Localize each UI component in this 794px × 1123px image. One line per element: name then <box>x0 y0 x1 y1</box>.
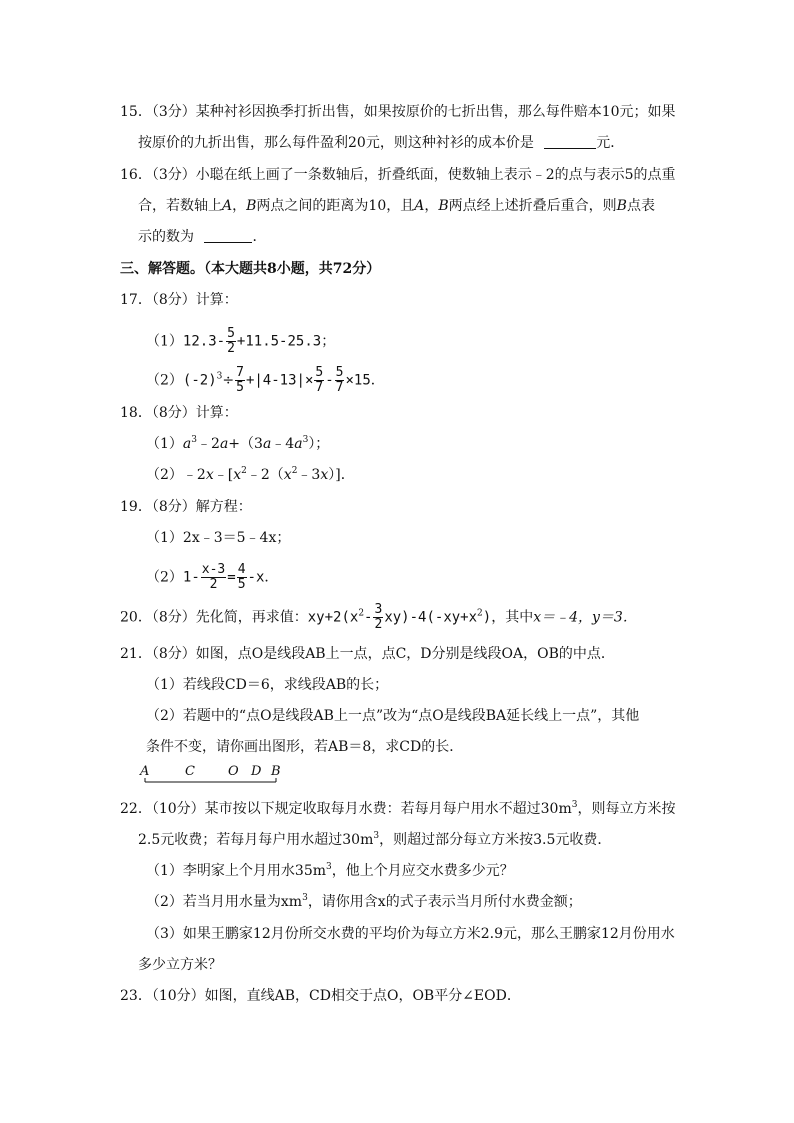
comma: ， <box>232 198 247 214</box>
q18-title: 18．（8分）计算： <box>120 405 238 421</box>
q20 <box>120 603 637 632</box>
point-label-c: C <box>185 764 195 779</box>
expr: ) <box>482 609 492 626</box>
point-label-b: B <box>271 764 281 779</box>
part-label: （1） <box>146 436 183 452</box>
part-label: （1） <box>146 333 183 350</box>
expr: xy)-4(-xy+x <box>384 609 478 626</box>
q22-line1 <box>120 799 675 819</box>
fraction <box>237 563 247 592</box>
var: x <box>233 467 242 483</box>
q22-text: 22．（10分）某市按以下规定收取每月水费：若每月每户用水不超过30m <box>120 801 572 817</box>
q22-text: 2.5元收费；若每月每户用水超过30m <box>138 832 374 848</box>
comma: ， <box>424 198 439 214</box>
part-label: （2） <box>146 569 183 586</box>
var: a <box>294 436 303 452</box>
q16-line2 <box>138 196 655 216</box>
var: x <box>320 467 329 483</box>
fraction <box>335 366 345 395</box>
q19-title: 19．（8分）解方程： <box>120 499 252 515</box>
exponent: 2 <box>358 608 365 619</box>
denominator: 7 <box>315 380 324 395</box>
point-label-a: A <box>140 764 150 779</box>
q22-text: （1）李明家上个月用水35m <box>146 863 326 879</box>
exponent: 2 <box>241 466 247 476</box>
segment-line <box>140 763 290 789</box>
exponent: 2 <box>291 466 298 476</box>
q22-text: （2）若当月用水量为xm <box>146 894 303 910</box>
answer-blank[interactable] <box>544 134 596 149</box>
expr: ﹣2 <box>197 436 220 452</box>
var: a <box>262 436 272 452</box>
var: x <box>205 467 214 483</box>
q22-text: ，他上个月应交水费多少元？ <box>331 863 514 879</box>
expr: ﹣2（ <box>246 467 284 483</box>
q16-line3 <box>138 227 266 247</box>
expr: ﹣2 <box>182 467 206 483</box>
expr: ）]． <box>328 467 355 483</box>
expr: ﹣4 <box>271 436 295 452</box>
q23-title: 23．（10分）如图，直线AB，CD相交于点O，OB平分∠EOD． <box>120 988 521 1004</box>
expr: 1- <box>182 569 200 586</box>
q17-part2 <box>146 366 385 395</box>
numerator: 5 <box>227 326 235 341</box>
fraction <box>226 327 236 356</box>
numerator: x-3 <box>201 562 226 577</box>
section-heading: 三、解答题。（本大题共8小题，共72分） <box>120 261 381 277</box>
expr: ×15． <box>345 372 385 389</box>
q19-part2 <box>146 563 278 592</box>
expr: ）； <box>308 436 330 452</box>
denominator: 5 <box>237 577 246 592</box>
part-label: （2） <box>146 372 183 389</box>
denominator: 2 <box>374 617 383 632</box>
part-label: （1） <box>146 530 183 546</box>
q21-part2-line1: （2）若题中的“点O是线段AB上一点”改为“点O是线段BA延长线上一点”，其他 <box>146 708 640 724</box>
q22-part3-line1: （3）如果王鹏家12月份所交水费的平均价为每立方米2.9元，那么王鹏家12月份用水 <box>146 926 675 942</box>
expr: xy+2(x <box>307 609 359 626</box>
fraction <box>235 366 245 395</box>
q17-part1 <box>146 327 335 356</box>
exponent: 3 <box>216 371 223 382</box>
numerator: 5 <box>315 365 324 380</box>
point-label-d: D <box>251 764 262 779</box>
denominator: 2 <box>227 341 235 356</box>
q16-text-c: 两点经上述折叠后重合，则 <box>448 198 617 214</box>
q18-part2 <box>146 465 355 485</box>
operator: - <box>325 372 334 389</box>
point-b: B <box>246 198 257 214</box>
fraction <box>201 563 226 592</box>
var: a <box>219 436 229 452</box>
point-b: B <box>438 198 449 214</box>
q16-line1: 16．（3分）小聪在纸上画了一条数轴后，折叠纸面，使数轴上表示﹣2的点与表示5的点重 <box>120 167 676 183</box>
expr: +11.5-25.3； <box>236 333 336 350</box>
expr: ﹣[ <box>213 467 234 483</box>
q16-text-b: 两点之间的距离为10，且 <box>256 198 415 214</box>
equation: 2x﹣3＝5﹣4x； <box>182 530 291 546</box>
expr: +|4-13|× <box>245 372 314 389</box>
q18-part1 <box>146 434 329 454</box>
q15-line2 <box>138 133 624 153</box>
q16-text-d: 点表 <box>626 198 655 214</box>
expr: +（3 <box>228 436 263 452</box>
q22-part2 <box>146 892 582 912</box>
denominator: 5 <box>236 380 244 395</box>
numerator: 5 <box>335 365 344 380</box>
q21-title: 21．（8分）如图，点O是线段AB上一点，点C，D分别是线段OA，OB的中点． <box>120 646 615 662</box>
q16-text-e: 示的数为 <box>138 229 194 245</box>
exponent: 3 <box>302 435 309 445</box>
part-label: （2） <box>146 467 183 483</box>
operator: - <box>364 609 373 626</box>
q21-part2-line2: 条件不变，请你画出图形，若AB＝8，求CD的长． <box>146 739 464 755</box>
q15-unit: 元． <box>596 135 625 151</box>
q22-text: ，请你用含x的式子表示当月所付水费金额； <box>307 894 582 910</box>
q15-line2-text: 按原价的九折出售，那么每件盈利20元，则这种衬衫的成本价是 <box>138 135 534 151</box>
exponent: 2 <box>477 608 483 619</box>
q22-line2 <box>138 830 611 850</box>
q19-part1 <box>146 528 290 548</box>
denominator: 7 <box>335 380 344 395</box>
denominator: 2 <box>209 577 218 592</box>
exponent: 3 <box>326 862 332 872</box>
var: a <box>182 436 192 452</box>
q22-part1 <box>146 861 514 881</box>
expr: -x． <box>247 569 279 586</box>
operator: = <box>227 569 236 586</box>
q20-values: x＝﹣4，y＝3． <box>533 609 637 626</box>
answer-blank[interactable] <box>204 228 252 243</box>
numerator: 4 <box>237 562 246 577</box>
q22-text: ，则每立方米按 <box>577 801 676 817</box>
var: x <box>283 467 292 483</box>
q20-text: 20．（8分）先化简，再求值： <box>120 609 308 626</box>
expr: (-2) <box>182 372 217 389</box>
expr: ﹣3 <box>297 467 321 483</box>
q16-end: ． <box>252 229 267 245</box>
expr: 12.3- <box>182 333 226 350</box>
q15-line1: 15．（3分）某种衬衫因换季打折出售，如果按原价的七折出售，那么每件赔本10元；如果 <box>120 104 676 120</box>
q20-text: ，其中 <box>491 609 534 626</box>
exponent: 3 <box>302 893 308 903</box>
fraction <box>314 366 324 395</box>
point-label-o: O <box>228 764 239 779</box>
exponent: 3 <box>571 800 578 810</box>
point-b: B <box>616 198 627 214</box>
q22-part3-line2: 多少立方米？ <box>138 957 222 973</box>
exponent: 3 <box>191 435 198 445</box>
numerator: 7 <box>236 365 244 380</box>
operator: ÷ <box>222 372 235 389</box>
segment-diagram <box>140 763 290 789</box>
q21-part1: （1）若线段CD＝6，求线段AB的长； <box>146 677 389 693</box>
point-a: A <box>222 198 233 214</box>
q17-title: 17．（8分）计算： <box>120 292 238 308</box>
numerator: 3 <box>374 602 383 617</box>
point-a: A <box>414 198 425 214</box>
exponent: 3 <box>373 831 380 841</box>
q22-text: ，则超过部分每立方米按3.5元收费． <box>379 832 612 848</box>
q16-text-a: 合，若数轴上 <box>138 198 222 214</box>
fraction <box>373 603 383 632</box>
